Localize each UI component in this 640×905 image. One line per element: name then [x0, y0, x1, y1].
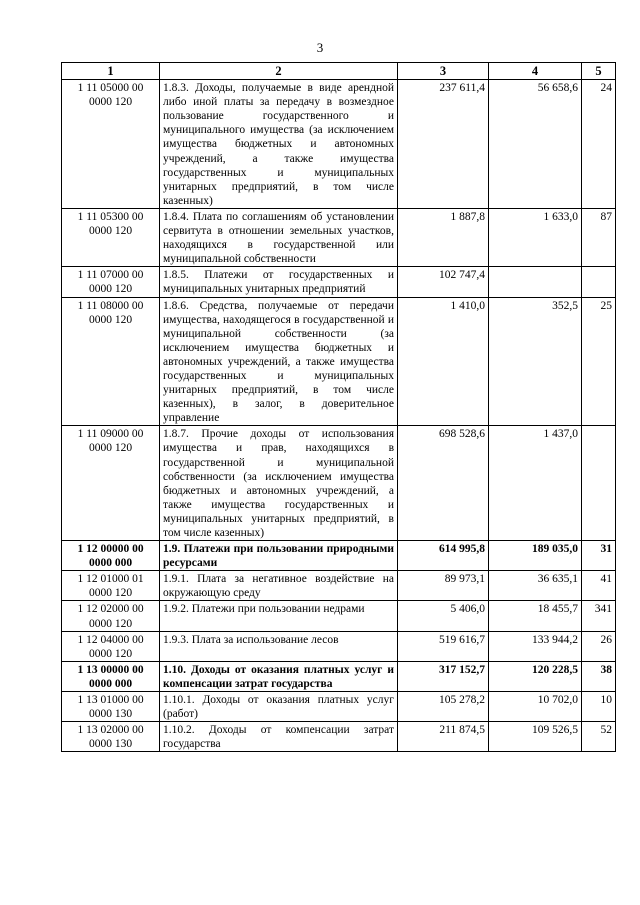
value-col5-cell [582, 426, 616, 541]
table-row [62, 692, 616, 722]
value-col5-cell: 41 [582, 571, 616, 601]
value-col5-cell: 38 [582, 661, 616, 691]
name-cell: 1.8.6. Средства, получаемые от передачи имущества, находящегося в государственной и муниципальной собственности (за исключением имущества бюджетных и автономных учреждений, а также имущества государственных и муниципальных унитарных предприятий, в том числе казенных), в залог, в доверительное управление [160, 297, 398, 426]
code-cell: 1 11 08000 00 0000 120 [62, 297, 160, 426]
value-col3-cell: 237 611,4 [398, 80, 489, 209]
table-row [62, 267, 616, 297]
name-cell: 1.10. Доходы от оказания платных услуг и компенсации затрат государства [160, 661, 398, 691]
table-row [62, 541, 616, 571]
code-cell: 1 11 09000 00 0000 120 [62, 426, 160, 541]
name-cell: 1.9.1. Плата за негативное воздействие на окружающую среду [160, 571, 398, 601]
code-cell: 1 11 05000 00 0000 120 [62, 80, 160, 209]
table-row [62, 208, 616, 266]
code-cell: 1 13 00000 00 0000 000 [62, 661, 160, 691]
name-cell: 1.8.3. Доходы, получаемые в виде арендной либо иной платы за передачу в возмездное пользование государственного и муниципального имущества (за исключением имущества бюджетных и автономных учреждений, а также имущества государственных и муниципальных унитарных предприятий, в том числе казенных) [160, 80, 398, 209]
value-col4-cell: 18 455,7 [489, 601, 582, 631]
header-col-2: 2 [160, 63, 398, 80]
value-col3-cell: 614 995,8 [398, 541, 489, 571]
value-col4-cell: 36 635,1 [489, 571, 582, 601]
header-col-5: 5 [582, 63, 616, 80]
value-col4-cell: 120 228,5 [489, 661, 582, 691]
code-cell: 1 11 05300 00 0000 120 [62, 208, 160, 266]
header-col-1: 1 [62, 63, 160, 80]
name-cell: 1.9. Платежи при пользовании природными ресурсами [160, 541, 398, 571]
table-row [62, 722, 616, 752]
code-cell: 1 12 04000 00 0000 120 [62, 631, 160, 661]
value-col3-cell: 89 973,1 [398, 571, 489, 601]
value-col4-cell: 189 035,0 [489, 541, 582, 571]
value-col4-cell: 352,5 [489, 297, 582, 426]
value-col4-cell [489, 267, 582, 297]
name-cell: 1.10.2. Доходы от компенсации затрат государства [160, 722, 398, 752]
table-row [62, 426, 616, 541]
table-row [62, 571, 616, 601]
value-col3-cell: 5 406,0 [398, 601, 489, 631]
code-cell: 1 11 07000 00 0000 120 [62, 267, 160, 297]
code-cell: 1 12 02000 00 0000 120 [62, 601, 160, 631]
code-cell: 1 12 00000 00 0000 000 [62, 541, 160, 571]
value-col4-cell: 1 437,0 [489, 426, 582, 541]
code-cell: 1 13 02000 00 0000 130 [62, 722, 160, 752]
table-row [62, 631, 616, 661]
value-col4-cell: 56 658,6 [489, 80, 582, 209]
header-col-4: 4 [489, 63, 582, 80]
value-col5-cell: 31 [582, 541, 616, 571]
code-cell: 1 13 01000 00 0000 130 [62, 692, 160, 722]
value-col4-cell: 10 702,0 [489, 692, 582, 722]
value-col5-cell: 26 [582, 631, 616, 661]
name-cell: 1.8.5. Платежи от государственных и муниципальных унитарных предприятий [160, 267, 398, 297]
name-cell: 1.8.7. Прочие доходы от использования имущества и прав, находящихся в государственной и муниципальной собственности (за исключением имущества бюджетных и автономных учреждений, а также имущества государственных и муниципальных унитарных предприятий, в том числе казенных) [160, 426, 398, 541]
value-col4-cell: 109 526,5 [489, 722, 582, 752]
value-col5-cell [582, 267, 616, 297]
value-col5-cell: 10 [582, 692, 616, 722]
value-col5-cell: 24 [582, 80, 616, 209]
value-col3-cell: 698 528,6 [398, 426, 489, 541]
name-cell: 1.10.1. Доходы от оказания платных услуг (работ) [160, 692, 398, 722]
name-cell: 1.8.4. Плата по соглашениям об установлении сервитута в отношении земельных участков, находящихся в государственной или муниципальной собственности [160, 208, 398, 266]
code-cell: 1 12 01000 01 0000 120 [62, 571, 160, 601]
header-row [62, 63, 616, 80]
value-col5-cell: 341 [582, 601, 616, 631]
value-col3-cell: 105 278,2 [398, 692, 489, 722]
header-col-3: 3 [398, 63, 489, 80]
value-col5-cell: 52 [582, 722, 616, 752]
value-col5-cell: 87 [582, 208, 616, 266]
table-row [62, 297, 616, 426]
table-row [62, 80, 616, 209]
value-col4-cell: 1 633,0 [489, 208, 582, 266]
value-col4-cell: 133 944,2 [489, 631, 582, 661]
budget-table [61, 62, 616, 752]
value-col5-cell: 25 [582, 297, 616, 426]
value-col3-cell: 317 152,7 [398, 661, 489, 691]
value-col3-cell: 1 887,8 [398, 208, 489, 266]
value-col3-cell: 102 747,4 [398, 267, 489, 297]
value-col3-cell: 519 616,7 [398, 631, 489, 661]
value-col3-cell: 211 874,5 [398, 722, 489, 752]
page-number: 3 [316, 40, 324, 55]
table-row [62, 601, 616, 631]
name-cell: 1.9.2. Платежи при пользовании недрами [160, 601, 398, 631]
name-cell: 1.9.3. Плата за использование лесов [160, 631, 398, 661]
table-body [62, 80, 616, 752]
table-row [62, 661, 616, 691]
value-col3-cell: 1 410,0 [398, 297, 489, 426]
